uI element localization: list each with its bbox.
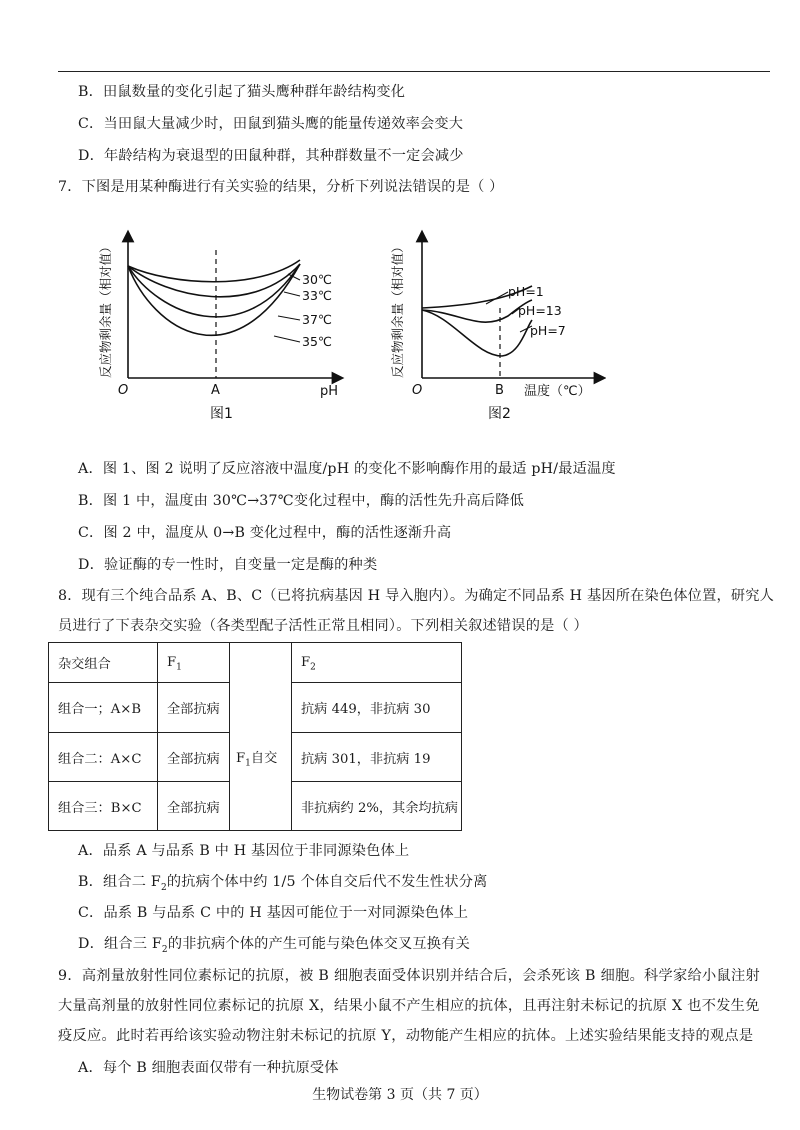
q6-option-c: C．当田鼠大量减少时，田鼠到猫头鹰的能量传递效率会变大	[78, 116, 464, 132]
fig2-origin: O	[412, 383, 423, 398]
cross-table	[48, 642, 462, 831]
page-footer: 生物试卷第 3 页（共 7 页）	[312, 1087, 488, 1103]
q8-stem-line2: 员进行了下表杂交实验（各类型配子活性正常且相同）。下列相关叙述错误的是（ ）	[58, 618, 588, 634]
fig1-caption: 图1	[210, 406, 233, 422]
row-f2: 抗病 301，非抗病 19	[292, 733, 462, 782]
selfing-cell: $F_1$自交	[230, 683, 292, 831]
row-f1: 全部抗病	[158, 733, 230, 782]
row-f2: 非抗病约 2%，其余均抗病	[292, 782, 462, 831]
row-f1: 全部抗病	[158, 683, 230, 733]
header-combo: 杂交组合	[49, 643, 158, 683]
selfing-top-cell	[230, 643, 292, 683]
q7-option-c: C．图 2 中，温度从 0→B 变化过程中，酶的活性逐渐升高	[78, 525, 452, 541]
cross-table-header	[49, 643, 462, 683]
q9-option-a: A．每个 B 细胞表面仅带有一种抗原受体	[78, 1060, 339, 1076]
q8-option-d: D．组合三 $F_2$的非抗病个体的产生可能与染色体交叉互换有关	[78, 936, 470, 955]
fig2-label-ph7: pH=7	[530, 323, 566, 338]
fig1-origin: O	[118, 383, 129, 398]
q7-option-b: B．图 1 中，温度由 30℃→37℃变化过程中，酶的活性先升高后降低	[78, 493, 525, 509]
row-combo: 组合一；A×B	[49, 683, 158, 733]
q7-option-a: A．图 1、图 2 说明了反应溶液中温度/pH 的变化不影响酶作用的最适 pH/最适温度	[78, 461, 616, 477]
header-f1: $F_1$	[158, 643, 230, 683]
q6-option-d: D．年龄结构为衰退型的田鼠种群，其种群数量不一定会减少	[78, 148, 464, 164]
fig2-caption: 图2	[488, 406, 511, 422]
fig1-label-33c: 33℃	[302, 288, 332, 303]
q9-stem: 9．高剂量放射性同位素标记的抗原，被 B 细胞表面受体识别并结合后，会杀死该 B 细胞。科学家给小鼠注射大量高剂量的放射性同位素标记的抗原 X，结果小鼠不产生相应的抗体，且再注射未标记的抗原 X 也不发生免疫反应。此时若再给该实验动物注射未标记的抗原 Y，动物能产生相应的抗体。上述实验结果能支持的观点是	[58, 968, 760, 1044]
fig1-label-37c: 37℃	[302, 312, 332, 327]
fig2-marker-b: B	[495, 383, 504, 398]
fig1-curve-33c	[128, 264, 300, 297]
row-combo: 组合二：A×C	[49, 733, 158, 782]
q6-option-b: B．田鼠数量的变化引起了猫头鹰种群年龄结构变化	[78, 84, 406, 100]
row-combo: 组合三：B×C	[49, 782, 158, 831]
header-rule	[58, 71, 770, 72]
fig1-label-30c: 30℃	[302, 272, 332, 287]
table-row	[49, 683, 462, 733]
q7-stem: 7．下图是用某种酶进行有关实验的结果，分析下列说法错误的是（ ）	[58, 179, 504, 195]
fig1-marker-a: A	[211, 383, 220, 398]
q8-stem-line1: 8．现有三个纯合品系 A、B、C（已将抗病基因 H 导入胞内）。为确定不同品系 H 基因所在染色体位置，研究人	[58, 588, 775, 604]
header-f2: $F_2$	[292, 643, 462, 683]
fig1-curve-30c	[128, 260, 300, 282]
fig2-ylabel: 反应物剩余量（相对值）	[390, 240, 405, 378]
q8-option-a: A．品系 A 与品系 B 中 H 基因位于非同源染色体上	[78, 843, 410, 859]
fig2-label-ph13: pH=13	[518, 303, 562, 318]
fig2-xlabel: 温度（℃）	[524, 384, 591, 399]
row-f2: 抗病 449，非抗病 30	[292, 683, 462, 733]
fig1-xlabel: pH	[320, 384, 339, 399]
q7-option-d: D．验证酶的专一性时，自变量一定是酶的种类	[78, 557, 378, 573]
fig1-label-35c: 35℃	[302, 334, 332, 349]
fig2-curve-ph7	[422, 310, 532, 356]
fig2-label-ph1: pH=1	[508, 284, 544, 299]
fig1-ylabel: 反应物剩余量（相对值）	[98, 240, 113, 378]
figure-1	[88, 228, 350, 423]
fig1-curve-37c	[128, 264, 300, 317]
q8-option-b: B．组合二 $F_2$的抗病个体中约 1/5 个体自交后代不发生性状分离	[78, 874, 488, 893]
q8-option-c: C．品系 B 与品系 C 中的 H 基因可能位于一对同源染色体上	[78, 905, 469, 921]
figure-2	[380, 228, 606, 423]
row-f1: 全部抗病	[158, 782, 230, 831]
